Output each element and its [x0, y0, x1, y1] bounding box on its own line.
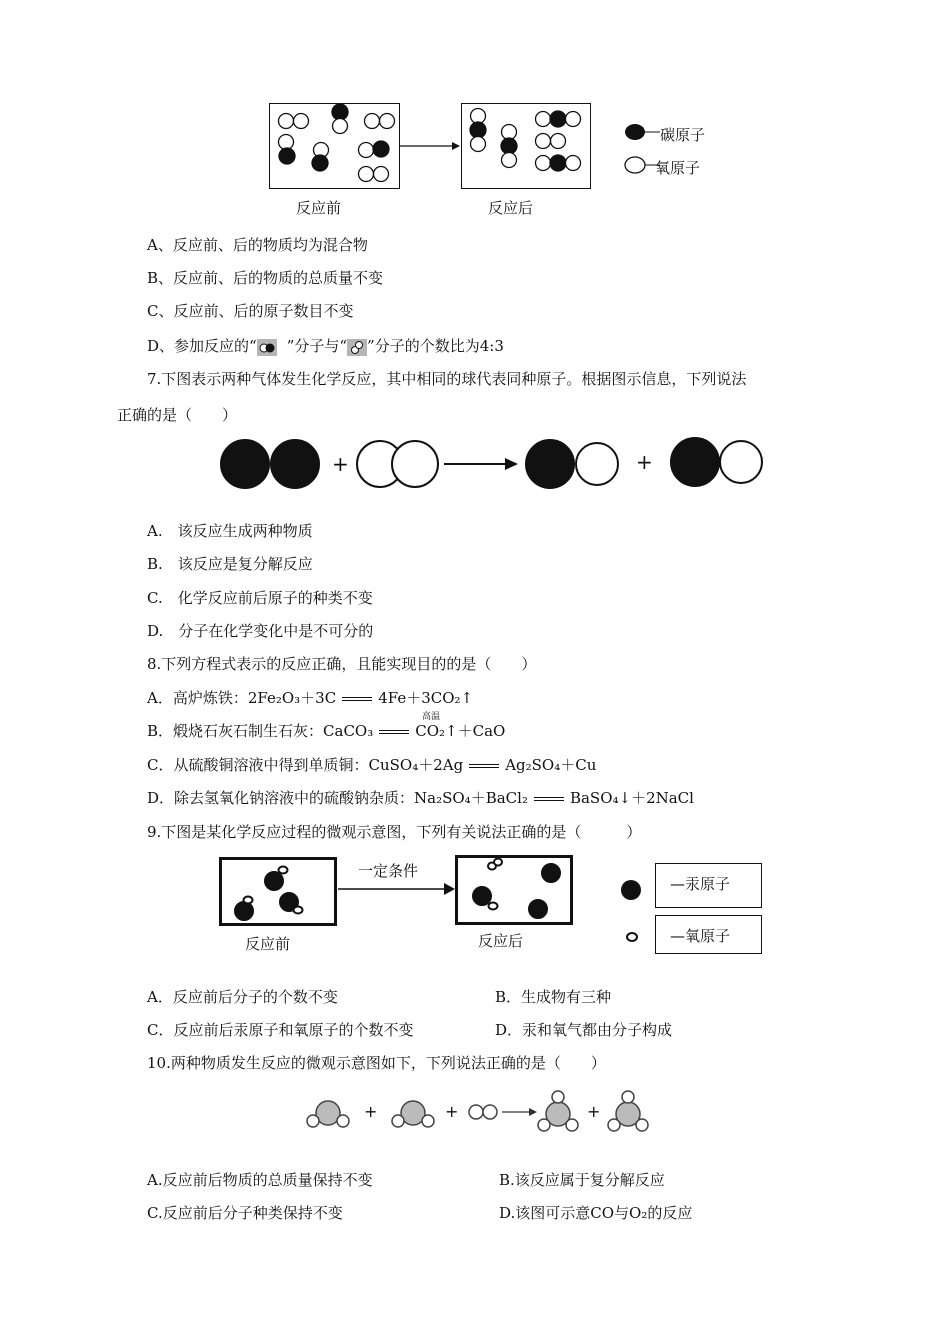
q7-option-c: C. 化学反应前后原子的种类不变: [147, 589, 373, 607]
q9-option-d: D．汞和氧气都由分子构成: [495, 1021, 673, 1039]
q6-option-d: [147, 336, 504, 356]
q8-option-b: [147, 721, 505, 741]
equals-sign: [534, 797, 564, 801]
equals-sign: [342, 697, 372, 701]
q6-option-c: C、反应前、后的原子数目不变: [147, 302, 354, 320]
q8-option-c: [147, 755, 596, 775]
q8-c-rhs: Ag₂SO₄＋Cu: [505, 756, 597, 774]
q8-d-rhs: BaSO₄↓＋2NaCl: [569, 789, 694, 807]
fig6-legend-oxygen: 氧原子: [655, 159, 701, 177]
q10-option-a: A.反应前后物质的总质量保持不变: [147, 1171, 373, 1189]
q9-legend-mercury: —汞原子: [670, 875, 731, 893]
q7-option-b: B. 该反应是复分解反应: [147, 555, 313, 573]
q8-b-rhs: CO₂↑＋CaO: [415, 722, 506, 740]
q9-caption-before: 反应前: [245, 935, 291, 953]
fig6-caption-after: 反应后: [488, 199, 534, 217]
q8-b-label: B．煅烧石灰石制生石灰：: [147, 722, 324, 740]
q10-plus-3: +: [587, 1102, 601, 1121]
q8-a-lhs: 2Fe₂O₃＋3C: [247, 689, 337, 707]
q8-a-label: A．高炉炼铁：: [147, 689, 248, 707]
q8-a-rhs: 4Fe＋3CO₂↑: [378, 689, 474, 707]
q10-option-d: D.该图可示意CO与O₂的反应: [499, 1204, 693, 1222]
q9-arrow-label: 一定条件: [358, 862, 419, 880]
q9-option-a: A．反应前后分子的个数不变: [147, 988, 338, 1006]
q6-option-a: A、反应前、后的物质均为混合物: [147, 236, 368, 254]
q7-reaction-diagram: [0, 420, 950, 520]
q9-stem: 9.下图是某化学反应过程的微观示意图，下列有关说法正确的是（ ）: [147, 823, 642, 841]
q8-stem: 8.下列方程式表示的反应正确，且能实现目的的是（ ）: [147, 655, 537, 673]
q10-option-b: B.该反应属于复分解反应: [499, 1171, 665, 1189]
co-molecule-icon: [257, 339, 277, 356]
q9-option-c: C．反应前后汞原子和氧原子的个数不变: [147, 1021, 414, 1039]
q8-condition: 高温: [422, 712, 441, 722]
q9-caption-after: 反应后: [478, 932, 524, 950]
q10-option-c: C.反应前后分子种类保持不变: [147, 1204, 343, 1222]
q7-option-a: A. 该反应生成两种物质: [147, 522, 313, 540]
q9-option-b: B．生成物有三种: [495, 988, 612, 1006]
q10-plus-1: +: [364, 1102, 378, 1121]
q8-option-d: [147, 788, 694, 808]
q8-c-lhs: CuSO₄＋2Ag: [368, 756, 464, 774]
q8-d-lhs: Na₂SO₄＋BaCl₂: [414, 789, 528, 807]
fig6-caption-before: 反应前: [296, 199, 342, 217]
q8-b-lhs: CaCO₃: [323, 722, 374, 740]
q7-option-d: D. 分子在化学变化中是不可分的: [147, 622, 374, 640]
equals-sign: [469, 764, 499, 768]
q10-stem: 10.两种物质发生反应的微观示意图如下，下列说法正确的是（ ）: [147, 1054, 606, 1072]
fig6-molecules: [0, 0, 950, 200]
q7-plus-2: +: [636, 450, 653, 474]
q6-option-b: B、反应前、后的物质的总质量不变: [147, 269, 384, 287]
q7-stem-line1: 7.下图表示两种气体发生化学反应，其中相同的球代表同种原子。根据图示信息，下列说法: [147, 370, 747, 388]
q9-legend-oxygen: —氧原子: [670, 927, 731, 945]
q6-option-d-suffix: ”分子的个数比为4:3: [367, 337, 504, 355]
q10-plus-2: +: [445, 1102, 459, 1121]
q10-reaction-diagram: [0, 1083, 950, 1143]
q8-d-label: D．除去氢氧化钠溶液中的硫酸钠杂质：: [147, 789, 415, 807]
fig6-legend-carbon: 碳原子: [660, 126, 706, 144]
q7-plus-1: +: [332, 452, 349, 476]
q6-option-d-mid: ”分子与“: [286, 337, 348, 355]
q6-option-d-prefix: D、参加反应的“: [147, 337, 257, 355]
q7-stem-line2: 正确的是（ ）: [117, 406, 238, 424]
o2-molecule-icon: [347, 339, 367, 356]
q8-c-label: C．从硫酸铜溶液中得到单质铜：: [147, 756, 369, 774]
q8-option-a: [147, 688, 473, 708]
equals-sign: [379, 730, 409, 734]
q9-molecules: [0, 840, 950, 960]
